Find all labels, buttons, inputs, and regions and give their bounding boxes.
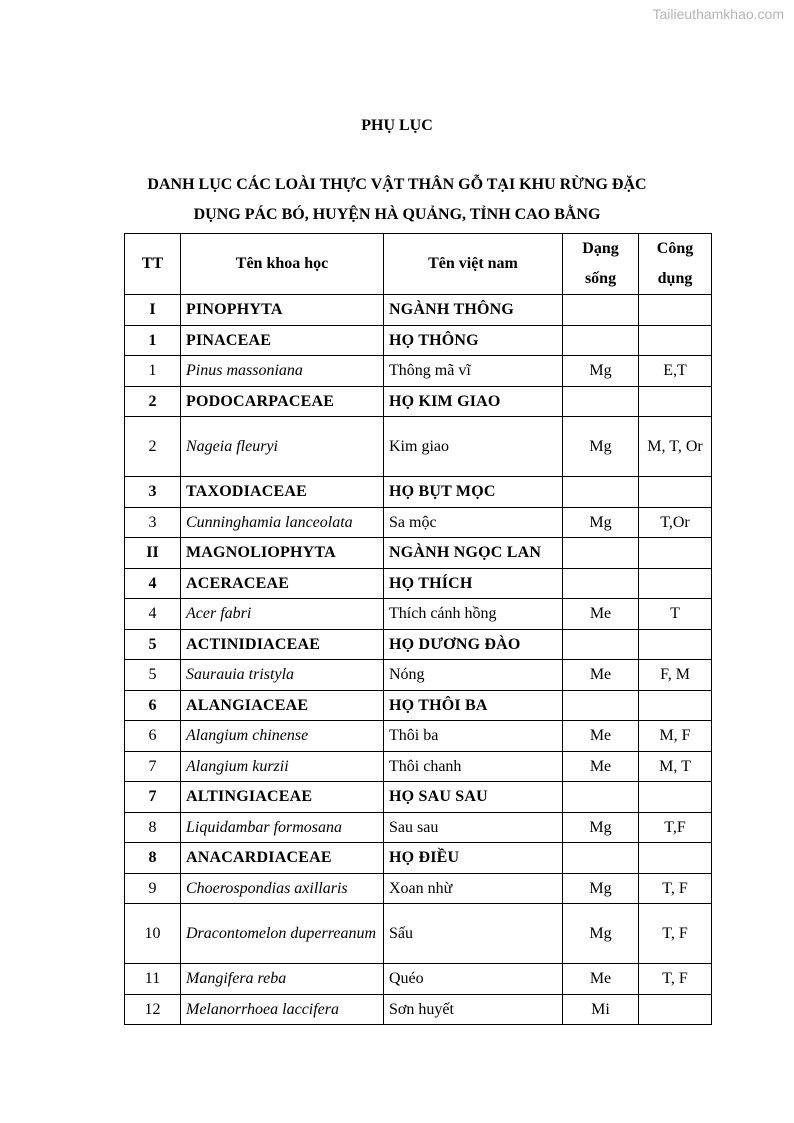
cell-scientific-name: Liquidambar formosana	[181, 812, 384, 843]
cell-vietnamese-name: Thích cánh hồng	[384, 599, 563, 630]
cell-use: T, F	[639, 964, 712, 995]
cell-scientific-name: ALANGIACEAE	[181, 690, 384, 721]
cell-life-form: Mg	[563, 356, 639, 387]
cell-life-form	[563, 782, 639, 813]
table-row	[125, 812, 712, 843]
header-scientific-name: Tên khoa học	[181, 234, 384, 295]
cell-vietnamese-name: Nóng	[384, 660, 563, 691]
cell-tt: 1	[125, 325, 181, 356]
cell-vietnamese-name: HỌ SAU SAU	[384, 782, 563, 813]
table-row	[125, 904, 712, 964]
cell-use	[639, 295, 712, 326]
cell-tt: 5	[125, 629, 181, 660]
cell-use	[639, 994, 712, 1025]
cell-vietnamese-name: Sau sau	[384, 812, 563, 843]
cell-life-form: Mg	[563, 873, 639, 904]
cell-use: T	[639, 599, 712, 630]
cell-scientific-name: Pinus massoniana	[181, 356, 384, 387]
species-table	[124, 233, 712, 1025]
cell-use: E,T	[639, 356, 712, 387]
cell-scientific-name: TAXODIACEAE	[181, 477, 384, 508]
table-row	[125, 507, 712, 538]
cell-tt: 6	[125, 721, 181, 752]
cell-use: T,F	[639, 812, 712, 843]
cell-vietnamese-name: HỌ BỤT MỌC	[384, 477, 563, 508]
cell-vietnamese-name: Sơn huyết	[384, 994, 563, 1025]
table-group-row	[125, 843, 712, 874]
table-row	[125, 599, 712, 630]
cell-use: T, F	[639, 873, 712, 904]
cell-tt: 6	[125, 690, 181, 721]
table-group-row	[125, 295, 712, 326]
header-use: Công dụng	[639, 234, 712, 295]
cell-life-form	[563, 386, 639, 417]
cell-tt: 8	[125, 812, 181, 843]
cell-life-form	[563, 295, 639, 326]
cell-tt: I	[125, 295, 181, 326]
cell-tt: 3	[125, 507, 181, 538]
cell-life-form	[563, 629, 639, 660]
header-life-form: Dạng sống	[563, 234, 639, 295]
cell-tt: 4	[125, 568, 181, 599]
cell-tt: 11	[125, 964, 181, 995]
cell-scientific-name: ANACARDIACEAE	[181, 843, 384, 874]
cell-use	[639, 843, 712, 874]
cell-tt: 9	[125, 873, 181, 904]
cell-life-form: Mi	[563, 994, 639, 1025]
table-group-row	[125, 538, 712, 569]
cell-vietnamese-name: Xoan nhừ	[384, 873, 563, 904]
cell-use	[639, 568, 712, 599]
cell-vietnamese-name: Thôi ba	[384, 721, 563, 752]
cell-tt: 8	[125, 843, 181, 874]
cell-life-form	[563, 538, 639, 569]
table-group-row	[125, 690, 712, 721]
cell-use: M, T	[639, 751, 712, 782]
cell-use	[639, 690, 712, 721]
cell-use	[639, 782, 712, 813]
cell-scientific-name: Saurauia tristyla	[181, 660, 384, 691]
cell-life-form: Mg	[563, 417, 639, 477]
cell-tt: 2	[125, 386, 181, 417]
table-group-row	[125, 782, 712, 813]
table-row	[125, 356, 712, 387]
cell-vietnamese-name: HỌ ĐIỀU	[384, 843, 563, 874]
cell-scientific-name: Alangium chinense	[181, 721, 384, 752]
cell-life-form: Mg	[563, 904, 639, 964]
cell-use: F, M	[639, 660, 712, 691]
table-row	[125, 994, 712, 1025]
cell-use	[639, 386, 712, 417]
header-tt: TT	[125, 234, 181, 295]
cell-life-form: Me	[563, 721, 639, 752]
cell-scientific-name: ACTINIDIACEAE	[181, 629, 384, 660]
table-row	[125, 964, 712, 995]
cell-scientific-name: Melanorrhoea laccifera	[181, 994, 384, 1025]
cell-vietnamese-name: HỌ THÔI BA	[384, 690, 563, 721]
table-group-row	[125, 629, 712, 660]
cell-use	[639, 477, 712, 508]
cell-scientific-name: PINOPHYTA	[181, 295, 384, 326]
cell-vietnamese-name: HỌ THÍCH	[384, 568, 563, 599]
cell-scientific-name: ACERACEAE	[181, 568, 384, 599]
table-row	[125, 751, 712, 782]
cell-life-form	[563, 477, 639, 508]
cell-scientific-name: Alangium kurzii	[181, 751, 384, 782]
cell-scientific-name: Cunninghamia lanceolata	[181, 507, 384, 538]
cell-life-form: Me	[563, 660, 639, 691]
cell-life-form: Me	[563, 751, 639, 782]
table-row	[125, 417, 712, 477]
cell-use	[639, 325, 712, 356]
cell-use: M, F	[639, 721, 712, 752]
cell-vietnamese-name: NGÀNH NGỌC LAN	[384, 538, 563, 569]
page-title: PHỤ LỤC	[361, 117, 433, 134]
cell-scientific-name: Choerospondias axillaris	[181, 873, 384, 904]
subtitle-line-2: DỤNG PÁC BÓ, HUYỆN HÀ QUẢNG, TỈNH CAO BẰNG	[193, 206, 601, 223]
cell-vietnamese-name: Thông mã vĩ	[384, 356, 563, 387]
cell-life-form: Mg	[563, 507, 639, 538]
cell-vietnamese-name: HỌ KIM GIAO	[384, 386, 563, 417]
cell-life-form	[563, 325, 639, 356]
cell-use	[639, 538, 712, 569]
cell-scientific-name: PODOCARPACEAE	[181, 386, 384, 417]
cell-life-form	[563, 568, 639, 599]
header-vietnamese-name: Tên việt nam	[384, 234, 563, 295]
cell-vietnamese-name: NGÀNH THÔNG	[384, 295, 563, 326]
cell-scientific-name: Nageia fleuryi	[181, 417, 384, 477]
cell-tt: II	[125, 538, 181, 569]
cell-use: T, F	[639, 904, 712, 964]
cell-vietnamese-name: HỌ THÔNG	[384, 325, 563, 356]
table-group-row	[125, 477, 712, 508]
cell-tt: 12	[125, 994, 181, 1025]
watermark: Tailieuthamkhao.com	[652, 6, 784, 22]
table-group-row	[125, 568, 712, 599]
table-group-row	[125, 325, 712, 356]
cell-tt: 10	[125, 904, 181, 964]
cell-vietnamese-name: Thôi chanh	[384, 751, 563, 782]
cell-scientific-name: ALTINGIACEAE	[181, 782, 384, 813]
cell-scientific-name: Acer fabri	[181, 599, 384, 630]
cell-life-form	[563, 843, 639, 874]
cell-tt: 5	[125, 660, 181, 691]
cell-scientific-name: MAGNOLIOPHYTA	[181, 538, 384, 569]
cell-vietnamese-name: Sấu	[384, 904, 563, 964]
cell-tt: 4	[125, 599, 181, 630]
cell-scientific-name: Dracontomelon duperreanum	[181, 904, 384, 964]
table-row	[125, 660, 712, 691]
cell-life-form	[563, 690, 639, 721]
table-group-row	[125, 386, 712, 417]
cell-vietnamese-name: Kim giao	[384, 417, 563, 477]
cell-tt: 7	[125, 751, 181, 782]
cell-life-form: Me	[563, 599, 639, 630]
cell-scientific-name: Mangifera reba	[181, 964, 384, 995]
cell-tt: 7	[125, 782, 181, 813]
cell-tt: 3	[125, 477, 181, 508]
cell-use: M, T, Or	[639, 417, 712, 477]
subtitle-line-1: DANH LỤC CÁC LOÀI THỰC VẬT THÂN GỖ TẠI KHU RỪNG ĐẶC	[147, 176, 647, 193]
cell-tt: 1	[125, 356, 181, 387]
cell-vietnamese-name: HỌ DƯƠNG ĐÀO	[384, 629, 563, 660]
cell-tt: 2	[125, 417, 181, 477]
table-row	[125, 721, 712, 752]
cell-use	[639, 629, 712, 660]
cell-life-form: Me	[563, 964, 639, 995]
table-row	[125, 873, 712, 904]
table-header-row	[125, 234, 712, 295]
cell-scientific-name: PINACEAE	[181, 325, 384, 356]
cell-vietnamese-name: Quéo	[384, 964, 563, 995]
cell-use: T,Or	[639, 507, 712, 538]
cell-life-form: Mg	[563, 812, 639, 843]
cell-vietnamese-name: Sa mộc	[384, 507, 563, 538]
